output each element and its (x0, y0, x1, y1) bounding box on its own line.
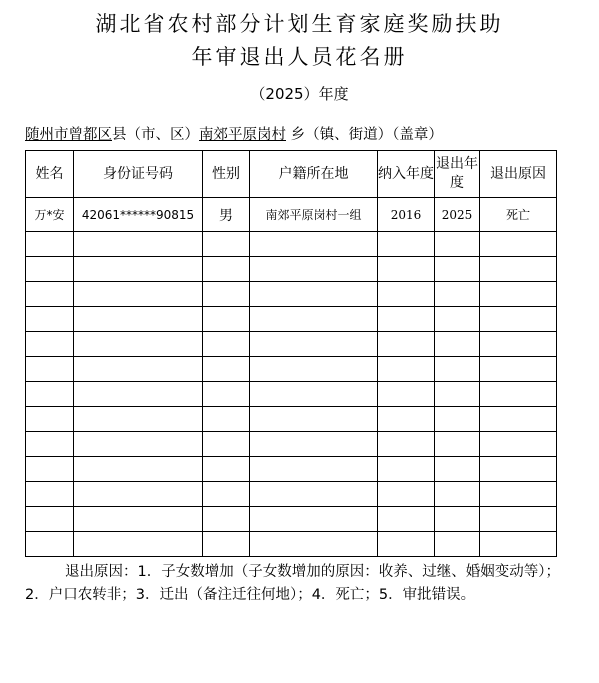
empty-cell[interactable] (26, 332, 74, 357)
empty-cell[interactable] (74, 282, 203, 307)
empty-cell[interactable] (250, 257, 378, 282)
empty-cell[interactable] (203, 457, 250, 482)
empty-table-row (26, 232, 557, 257)
empty-cell[interactable] (435, 532, 480, 557)
empty-cell[interactable] (26, 482, 74, 507)
empty-cell[interactable] (26, 357, 74, 382)
empty-cell[interactable] (74, 532, 203, 557)
cell-id: 42061******90815 (74, 198, 203, 232)
empty-cell[interactable] (203, 407, 250, 432)
report-year: （2025）年度 (250, 85, 349, 103)
empty-table-row (26, 407, 557, 432)
empty-cell[interactable] (74, 382, 203, 407)
empty-cell[interactable] (74, 407, 203, 432)
empty-cell[interactable] (250, 432, 378, 457)
town-suffix: 乡（镇、街道）（盖章） (286, 127, 443, 143)
cell-household: 南郊平原岗村一组 (250, 198, 378, 232)
empty-cell[interactable] (378, 357, 435, 382)
empty-cell[interactable] (435, 282, 480, 307)
empty-cell[interactable] (26, 232, 74, 257)
empty-table-row (26, 282, 557, 307)
county-suffix: 县（市、区） (112, 127, 199, 143)
empty-cell[interactable] (435, 407, 480, 432)
empty-table-row (26, 532, 557, 557)
empty-cell[interactable] (480, 332, 557, 357)
empty-cell[interactable] (378, 257, 435, 282)
empty-cell[interactable] (203, 382, 250, 407)
empty-cell[interactable] (480, 432, 557, 457)
empty-cell[interactable] (435, 382, 480, 407)
empty-cell[interactable] (26, 457, 74, 482)
empty-cell[interactable] (203, 357, 250, 382)
empty-cell[interactable] (480, 507, 557, 532)
empty-cell[interactable] (26, 257, 74, 282)
region-line (25, 125, 443, 145)
empty-cell[interactable] (74, 232, 203, 257)
empty-cell[interactable] (480, 232, 557, 257)
empty-cell[interactable] (74, 482, 203, 507)
empty-cell[interactable] (250, 482, 378, 507)
county-name: 随州市曾都区 (25, 127, 112, 143)
empty-cell[interactable] (378, 532, 435, 557)
empty-cell[interactable] (26, 407, 74, 432)
empty-cell[interactable] (378, 307, 435, 332)
empty-cell[interactable] (250, 507, 378, 532)
town-name: 南郊平原岗村 (199, 127, 286, 143)
empty-cell[interactable] (480, 382, 557, 407)
cell-name: 万*安 (26, 198, 74, 232)
empty-cell[interactable] (480, 357, 557, 382)
empty-cell[interactable] (480, 532, 557, 557)
empty-cell[interactable] (250, 357, 378, 382)
title-line-2: 年审退出人员花名册 (191, 45, 408, 69)
empty-cell[interactable] (26, 307, 74, 332)
empty-cell[interactable] (378, 407, 435, 432)
empty-cell[interactable] (378, 232, 435, 257)
empty-cell[interactable] (250, 307, 378, 332)
header-exit-year: 退出年度 (435, 151, 480, 198)
empty-cell[interactable] (480, 282, 557, 307)
empty-cell[interactable] (435, 257, 480, 282)
empty-cell[interactable] (74, 257, 203, 282)
header-gender: 性别 (203, 151, 250, 198)
header-row (26, 151, 557, 198)
table-row (26, 198, 557, 232)
empty-table-row (26, 357, 557, 382)
empty-cell[interactable] (480, 482, 557, 507)
header-reason: 退出原因 (480, 151, 557, 198)
empty-cell[interactable] (203, 482, 250, 507)
cell-gender: 男 (203, 198, 250, 232)
empty-cell[interactable] (74, 332, 203, 357)
empty-cell[interactable] (26, 282, 74, 307)
empty-cell[interactable] (378, 282, 435, 307)
empty-table-row (26, 382, 557, 407)
empty-cell[interactable] (435, 357, 480, 382)
empty-cell[interactable] (203, 507, 250, 532)
empty-cell[interactable] (480, 457, 557, 482)
empty-cell[interactable] (378, 382, 435, 407)
empty-table-row (26, 432, 557, 457)
empty-cell[interactable] (250, 457, 378, 482)
empty-table-row (26, 482, 557, 507)
empty-table-row (26, 257, 557, 282)
empty-cell[interactable] (480, 257, 557, 282)
empty-cell[interactable] (250, 382, 378, 407)
empty-cell[interactable] (26, 507, 74, 532)
empty-cell[interactable] (203, 432, 250, 457)
empty-cell[interactable] (250, 407, 378, 432)
empty-cell[interactable] (435, 457, 480, 482)
empty-table-row (26, 507, 557, 532)
empty-cell[interactable] (250, 332, 378, 357)
empty-cell[interactable] (378, 432, 435, 457)
empty-table-row (26, 457, 557, 482)
empty-cell[interactable] (378, 482, 435, 507)
empty-cell[interactable] (203, 532, 250, 557)
exit-reason-note: 退出原因：1．子女数增加（子女数增加的原因：收养、过继、婚姻变动等）；2．户口农转非；3．迁出（备注迁往何地）；4．死亡；5．审批错误。 (25, 564, 560, 603)
empty-cell[interactable] (250, 282, 378, 307)
cell-reason: 死亡 (480, 198, 557, 232)
empty-cell[interactable] (378, 507, 435, 532)
empty-cell[interactable] (435, 432, 480, 457)
empty-cell[interactable] (74, 432, 203, 457)
empty-table-row (26, 332, 557, 357)
empty-cell[interactable] (74, 357, 203, 382)
empty-table-row (26, 307, 557, 332)
header-id: 身份证号码 (74, 151, 203, 198)
header-enroll-year: 纳入年度 (378, 151, 435, 198)
empty-cell[interactable] (250, 232, 378, 257)
empty-cell[interactable] (378, 332, 435, 357)
roster-table (25, 150, 557, 557)
empty-cell[interactable] (203, 307, 250, 332)
empty-cell[interactable] (378, 457, 435, 482)
empty-cell[interactable] (435, 332, 480, 357)
empty-cell[interactable] (74, 507, 203, 532)
header-name: 姓名 (26, 151, 74, 198)
empty-cell[interactable] (435, 507, 480, 532)
title-line-1: 湖北省农村部分计划生育家庭奖励扶助 (95, 12, 504, 36)
empty-cell[interactable] (435, 232, 480, 257)
cell-exit-year: 2025 (435, 198, 480, 232)
empty-cell[interactable] (250, 532, 378, 557)
empty-cell[interactable] (480, 407, 557, 432)
empty-cell[interactable] (26, 532, 74, 557)
cell-enroll-year: 2016 (378, 198, 435, 232)
empty-cell[interactable] (203, 232, 250, 257)
empty-cell[interactable] (435, 482, 480, 507)
header-household: 户籍所在地 (250, 151, 378, 198)
empty-cell[interactable] (74, 457, 203, 482)
empty-cell[interactable] (26, 382, 74, 407)
empty-cell[interactable] (203, 332, 250, 357)
empty-cell[interactable] (203, 257, 250, 282)
empty-cell[interactable] (74, 307, 203, 332)
empty-cell[interactable] (26, 432, 74, 457)
empty-cell[interactable] (203, 282, 250, 307)
empty-cell[interactable] (480, 307, 557, 332)
empty-cell[interactable] (435, 307, 480, 332)
